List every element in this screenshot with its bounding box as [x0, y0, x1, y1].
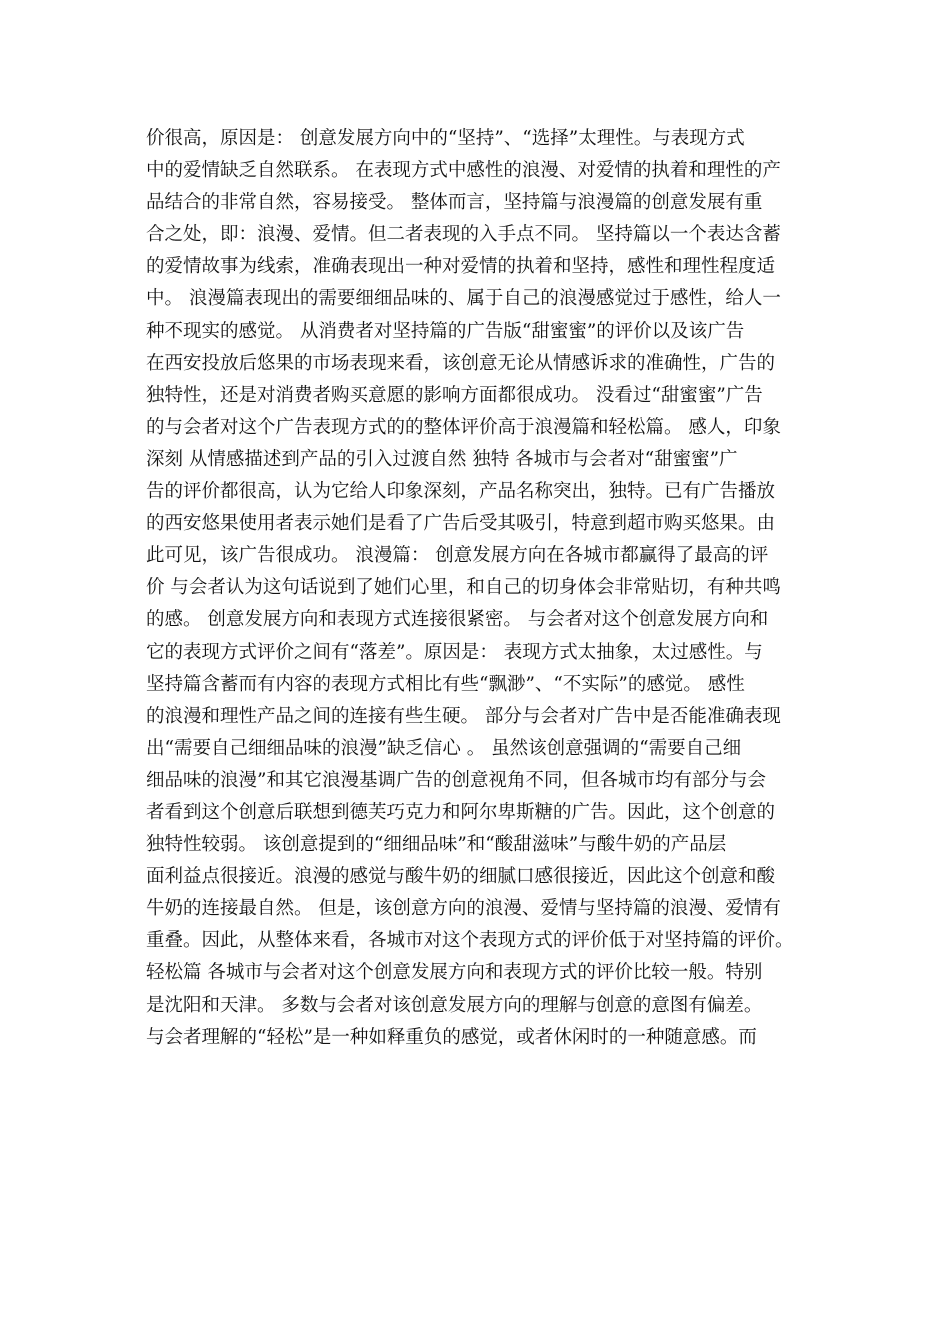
text-line: 的爱情故事为线索，准确表现出一种对爱情的执着和坚持，感性和理性程度适 [146, 256, 776, 278]
text-line: 的西安悠果使用者表示她们是看了广告后受其吸引，特意到超市购买悠果。由 [146, 513, 776, 535]
text-line: 者看到这个创意后联想到德芙巧克力和阿尔卑斯糖的广告。因此，这个创意的 [146, 801, 776, 823]
text-line: 面利益点很接近。浪漫的感觉与酸牛奶的细腻口感很接近，因此这个创意和酸 [146, 866, 776, 888]
text-line: 价很高，原因是： 创意发展方向中的“坚持”、“选择”太理性。与表现方式 [146, 128, 745, 149]
text-line: 价 与会者认为这句话说到了她们心里，和自己的切身体会非常贴切，有种共鸣 [146, 577, 781, 599]
body-text [146, 123, 826, 1054]
text-line: 在西安投放后悠果的市场表现来看，该创意无论从情感诉求的准确性，广告的 [146, 352, 776, 374]
text-line: 牛奶的连接最自然。 但是，该创意方向的浪漫、爱情与坚持篇的浪漫、爱情有 [146, 898, 781, 920]
text-line: 种不现实的感觉。 从消费者对坚持篇的广告版“甜蜜蜜”的评价以及该广告 [146, 320, 745, 342]
text-line: 的浪漫和理性产品之间的连接有些生硬。 部分与会者对广告中是否能准确表现 [146, 705, 781, 727]
text-line: 重叠。因此，从整体来看，各城市对这个表现方式的评价低于对坚持篇的评价。 [146, 930, 794, 952]
text-line: 出“需要自己细细品味的浪漫”缺乏信心 。 虽然该创意强调的“需要自己细 [146, 737, 742, 759]
text-line: 独特性，还是对消费者购买意愿的影响方面都很成功。 没看过“甜蜜蜜”广告 [146, 384, 763, 406]
text-line: 深刻 从情感描述到产品的引入过渡自然 独特 各城市与会者对“甜蜜蜜”广 [146, 448, 738, 470]
text-line: 是沈阳和天津。 多数与会者对该创意发展方向的理解与创意的意图有偏差。 [146, 994, 763, 1016]
text-line: 中的爱情缺乏自然联系。 在表现方式中感性的浪漫、对爱情的执着和理性的产 [146, 160, 781, 182]
text-line: 此可见，该广告很成功。 浪漫篇： 创意发展方向在各城市都赢得了最高的评 [146, 545, 769, 567]
text-line: 中。 浪漫篇表现出的需要细细品味的、属于自己的浪漫感觉过于感性，给人一 [146, 288, 781, 310]
text-line: 细品味的浪漫”和其它浪漫基调广告的创意视角不同，但各城市均有部分与会 [146, 769, 766, 791]
text-line: 轻松篇 各城市与会者对这个创意发展方向和表现方式的评价比较一般。特别 [146, 962, 763, 984]
text-line: 它的表现方式评价之间有“落差”。原因是： 表现方式太抽象，太过感性。与 [146, 641, 763, 663]
text-line: 坚持篇含蓄而有内容的表现方式相比有些“飘渺”、“不实际”的感觉。 感性 [146, 673, 745, 695]
text-line: 与会者理解的“轻松”是一种如释重负的感觉，或者休闲时的一种随意感。而 [146, 1026, 757, 1048]
text-line: 独特性较弱。 该创意提到的“细细品味”和“酸甜滋味”与酸牛奶的产品层 [146, 834, 727, 856]
text-line: 的与会者对这个广告表现方式的的整体评价高于浪漫篇和轻松篇。 感人，印象 [146, 416, 781, 438]
text-line: 合之处，即：浪漫、爱情。但二者表现的入手点不同。 坚持篇以一个表达含蓄 [146, 224, 781, 246]
text-line: 的感。 创意发展方向和表现方式连接很紧密。 与会者对这个创意发展方向和 [146, 609, 769, 631]
text-line: 品结合的非常自然，容易接受。 整体而言，坚持篇与浪漫篇的创意发展有重 [146, 192, 763, 214]
text-line: 告的评价都很高，认为它给人印象深刻，产品名称突出，独特。已有广告播放 [146, 481, 776, 503]
